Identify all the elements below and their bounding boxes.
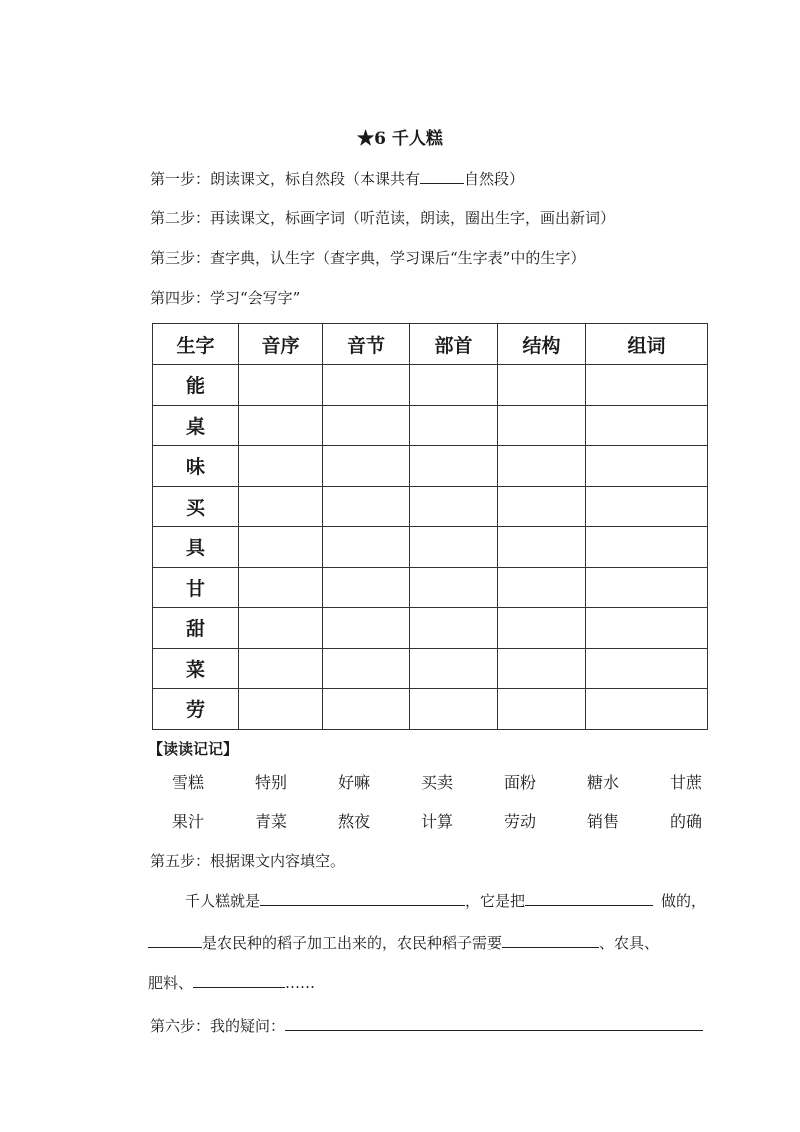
char-cell: 甜 xyxy=(153,608,239,649)
answer-cell[interactable] xyxy=(323,648,410,689)
step-six-text: 第六步：我的疑问： xyxy=(150,1017,286,1035)
word-item: 熬夜 xyxy=(338,812,371,831)
word-item: 计算 xyxy=(421,812,454,831)
step-one xyxy=(150,168,524,189)
step-four: 第四步：学习“会写字” xyxy=(150,289,301,307)
step-five: 第五步：根据课文内容填空。 xyxy=(150,852,346,870)
answer-cell[interactable] xyxy=(586,486,708,527)
answer-cell[interactable] xyxy=(323,446,410,487)
step-three: 第三步：查字典，认生字（查字典，学习课后“生字表”中的生字） xyxy=(150,249,586,267)
word-item: 甘蔗 xyxy=(670,773,703,792)
table-row xyxy=(153,527,708,568)
answer-cell[interactable] xyxy=(498,486,586,527)
answer-cell[interactable] xyxy=(498,648,586,689)
worksheet-title: ★6 千人糕 xyxy=(357,129,443,149)
table-header-row xyxy=(153,324,708,365)
char-cell: 具 xyxy=(153,527,239,568)
fill-blank-definition[interactable] xyxy=(260,890,465,906)
answer-cell[interactable] xyxy=(498,446,586,487)
reading-heading: 【读读记记】 xyxy=(148,740,239,758)
answer-cell[interactable] xyxy=(239,486,323,527)
answer-cell[interactable] xyxy=(239,689,323,730)
answer-cell[interactable] xyxy=(410,486,498,527)
word-item: 的确 xyxy=(670,812,703,831)
answer-cell[interactable] xyxy=(586,446,708,487)
word-item: 果汁 xyxy=(172,812,205,831)
answer-cell[interactable] xyxy=(586,527,708,568)
fill-text: 做的， xyxy=(661,892,707,910)
answer-cell[interactable] xyxy=(586,648,708,689)
word-item: 买卖 xyxy=(421,773,454,792)
answer-cell[interactable] xyxy=(410,446,498,487)
character-table xyxy=(152,323,708,730)
answer-cell[interactable] xyxy=(239,567,323,608)
answer-cell[interactable] xyxy=(410,365,498,406)
fill-line-3 xyxy=(148,972,315,993)
answer-cell[interactable] xyxy=(323,689,410,730)
char-cell: 能 xyxy=(153,365,239,406)
answer-cell[interactable] xyxy=(323,527,410,568)
table-row xyxy=(153,365,708,406)
fill-blank-needs[interactable] xyxy=(502,932,599,948)
answer-cell[interactable] xyxy=(410,405,498,446)
answer-cell[interactable] xyxy=(586,608,708,649)
char-cell: 甘 xyxy=(153,567,239,608)
paragraph-count-blank[interactable] xyxy=(420,168,464,184)
fill-text: ，它是把 xyxy=(465,892,526,910)
fill-text: …… xyxy=(285,974,316,992)
table-row xyxy=(153,689,708,730)
header-character: 生字 xyxy=(153,324,239,365)
answer-cell[interactable] xyxy=(239,365,323,406)
header-initial: 音序 xyxy=(239,324,323,365)
answer-cell[interactable] xyxy=(323,486,410,527)
table-row xyxy=(153,608,708,649)
answer-cell[interactable] xyxy=(410,608,498,649)
word-row-1 xyxy=(172,770,753,793)
table-row xyxy=(153,405,708,446)
answer-cell[interactable] xyxy=(498,405,586,446)
char-cell: 劳 xyxy=(153,689,239,730)
answer-cell[interactable] xyxy=(323,567,410,608)
fill-line-2 xyxy=(148,932,659,953)
fill-text: 千人糕就是 xyxy=(185,892,261,910)
char-cell: 菜 xyxy=(153,648,239,689)
word-item: 好嘛 xyxy=(338,773,371,792)
answer-cell[interactable] xyxy=(586,365,708,406)
header-words: 组词 xyxy=(586,324,708,365)
step-six xyxy=(150,1015,703,1036)
answer-cell[interactable] xyxy=(323,608,410,649)
answer-cell[interactable] xyxy=(498,608,586,649)
answer-cell[interactable] xyxy=(239,648,323,689)
fill-blank-more[interactable] xyxy=(193,972,285,988)
word-item: 青菜 xyxy=(255,812,288,831)
fill-blank-ingredient[interactable] xyxy=(148,932,202,948)
answer-cell[interactable] xyxy=(323,405,410,446)
header-structure: 结构 xyxy=(498,324,586,365)
answer-cell[interactable] xyxy=(586,567,708,608)
answer-cell[interactable] xyxy=(239,446,323,487)
answer-cell[interactable] xyxy=(498,567,586,608)
table-row xyxy=(153,567,708,608)
fill-text: 肥料、 xyxy=(148,974,194,992)
word-item: 雪糕 xyxy=(172,773,205,792)
char-cell: 桌 xyxy=(153,405,239,446)
word-item: 面粉 xyxy=(504,773,537,792)
header-pinyin: 音节 xyxy=(323,324,410,365)
step-two: 第二步：再读课文，标画字词（听范读，朗读，圈出生字，画出新词） xyxy=(150,209,616,227)
answer-cell[interactable] xyxy=(239,527,323,568)
answer-cell[interactable] xyxy=(410,527,498,568)
fill-line-1 xyxy=(185,890,706,911)
step-one-text: 第一步：朗读课文，标自然段（本课共有 xyxy=(150,170,421,188)
word-item: 劳动 xyxy=(504,812,537,831)
answer-cell[interactable] xyxy=(498,527,586,568)
table-row xyxy=(153,446,708,487)
answer-cell[interactable] xyxy=(239,405,323,446)
answer-cell[interactable] xyxy=(498,365,586,406)
answer-cell[interactable] xyxy=(410,567,498,608)
fill-blank-material[interactable] xyxy=(525,890,653,906)
char-cell: 味 xyxy=(153,446,239,487)
word-item: 特别 xyxy=(255,773,288,792)
table-row xyxy=(153,486,708,527)
answer-cell[interactable] xyxy=(239,608,323,649)
answer-cell[interactable] xyxy=(410,689,498,730)
char-cell: 买 xyxy=(153,486,239,527)
fill-text: 是农民种的稻子加工出来的，农民种稻子需要 xyxy=(202,934,503,952)
word-item: 糖水 xyxy=(587,773,620,792)
header-radical: 部首 xyxy=(410,324,498,365)
question-blank[interactable] xyxy=(285,1015,703,1031)
step-one-suffix: 自然段） xyxy=(464,170,525,188)
answer-cell[interactable] xyxy=(410,648,498,689)
table-row xyxy=(153,648,708,689)
answer-cell[interactable] xyxy=(323,365,410,406)
fill-text: 、农具、 xyxy=(599,934,660,952)
answer-cell[interactable] xyxy=(586,689,708,730)
word-row-2 xyxy=(172,809,753,832)
answer-cell[interactable] xyxy=(498,689,586,730)
word-item: 销售 xyxy=(587,812,620,831)
answer-cell[interactable] xyxy=(586,405,708,446)
